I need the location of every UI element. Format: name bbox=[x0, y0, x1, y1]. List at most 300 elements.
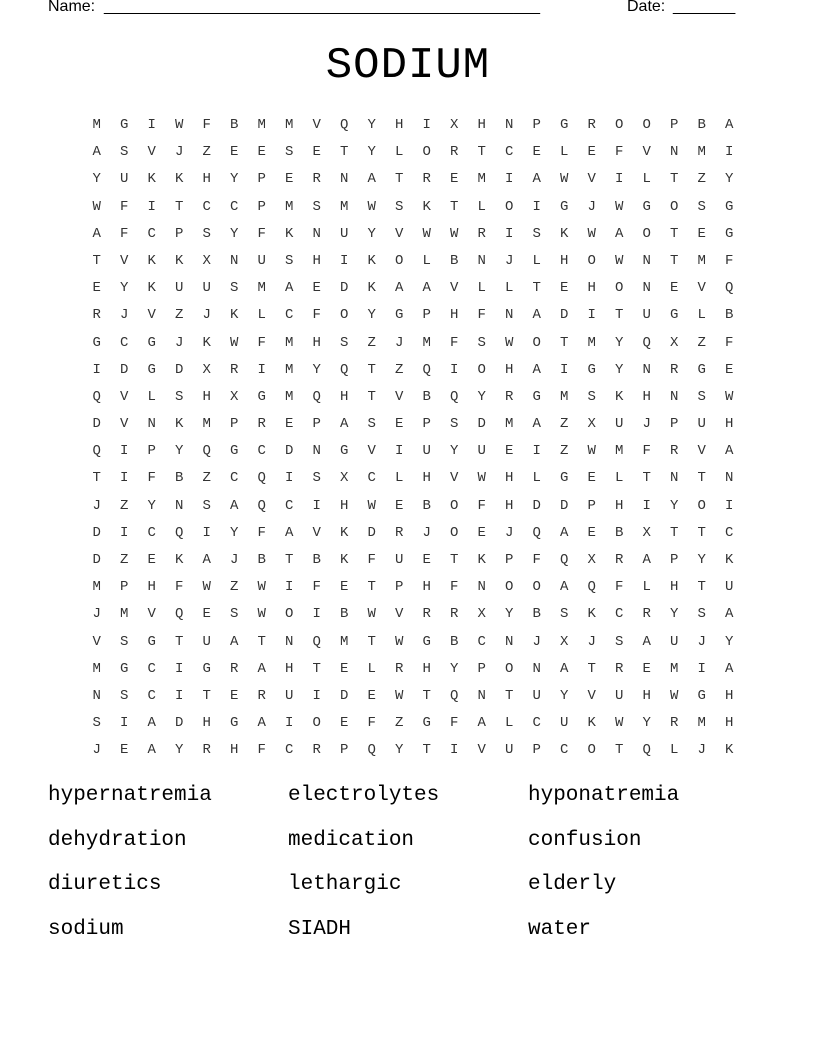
grid-letter[interactable]: E bbox=[477, 524, 486, 541]
grid-letter[interactable]: Y bbox=[642, 715, 651, 732]
grid-letter[interactable]: G bbox=[230, 715, 239, 732]
grid-letter[interactable]: C bbox=[147, 660, 156, 677]
grid-letter[interactable]: K bbox=[587, 715, 596, 732]
grid-letter[interactable]: U bbox=[615, 416, 624, 433]
grid-letter[interactable]: J bbox=[175, 334, 184, 351]
grid-letter[interactable]: S bbox=[175, 388, 184, 405]
grid-letter[interactable]: A bbox=[230, 633, 239, 650]
grid-letter[interactable]: T bbox=[367, 579, 376, 596]
grid-letter[interactable]: R bbox=[312, 742, 321, 759]
grid-letter[interactable]: I bbox=[532, 443, 541, 460]
grid-letter[interactable]: B bbox=[450, 633, 459, 650]
grid-letter[interactable]: F bbox=[120, 198, 129, 215]
grid-letter[interactable]: L bbox=[477, 280, 486, 297]
grid-letter[interactable]: B bbox=[312, 552, 321, 568]
grid-letter[interactable]: H bbox=[340, 497, 349, 514]
grid-letter[interactable]: T bbox=[670, 524, 679, 541]
grid-letter[interactable]: E bbox=[147, 552, 156, 568]
grid-letter[interactable]: T bbox=[92, 470, 101, 487]
grid-letter[interactable]: F bbox=[367, 715, 376, 732]
grid-letter[interactable]: G bbox=[92, 334, 101, 351]
grid-letter[interactable]: S bbox=[202, 497, 211, 514]
grid-letter[interactable]: E bbox=[395, 497, 404, 514]
grid-letter[interactable]: U bbox=[340, 225, 349, 242]
grid-letter[interactable]: D bbox=[560, 497, 569, 514]
grid-letter[interactable]: R bbox=[92, 307, 101, 324]
grid-letter[interactable]: U bbox=[257, 252, 266, 269]
grid-letter[interactable]: W bbox=[395, 633, 404, 650]
grid-letter[interactable]: M bbox=[422, 334, 431, 351]
grid-letter[interactable]: L bbox=[505, 280, 514, 297]
grid-letter[interactable]: F bbox=[147, 470, 156, 487]
grid-letter[interactable]: Z bbox=[202, 144, 211, 161]
grid-letter[interactable]: S bbox=[697, 606, 706, 623]
grid-letter[interactable]: I bbox=[725, 497, 734, 514]
grid-letter[interactable]: O bbox=[587, 742, 596, 759]
grid-letter[interactable]: U bbox=[642, 307, 651, 324]
grid-letter[interactable]: T bbox=[450, 198, 459, 215]
grid-letter[interactable]: K bbox=[367, 280, 376, 297]
grid-letter[interactable]: I bbox=[505, 225, 514, 242]
grid-letter[interactable]: L bbox=[670, 742, 679, 759]
grid-letter[interactable]: R bbox=[202, 742, 211, 759]
grid-letter[interactable]: U bbox=[670, 633, 679, 650]
grid-letter[interactable]: Q bbox=[642, 334, 651, 351]
grid-letter[interactable]: F bbox=[257, 524, 266, 541]
grid-letter[interactable]: V bbox=[367, 443, 376, 460]
grid-letter[interactable]: E bbox=[395, 416, 404, 433]
grid-letter[interactable]: T bbox=[560, 334, 569, 351]
grid-letter[interactable]: I bbox=[120, 524, 129, 541]
grid-letter[interactable]: Y bbox=[367, 117, 376, 133]
grid-letter[interactable]: J bbox=[587, 198, 596, 215]
grid-letter[interactable]: F bbox=[312, 579, 321, 596]
grid-letter[interactable]: N bbox=[92, 687, 101, 704]
grid-letter[interactable]: S bbox=[92, 715, 101, 732]
grid-letter[interactable]: S bbox=[120, 633, 129, 650]
grid-letter[interactable]: P bbox=[477, 660, 486, 677]
grid-letter[interactable]: N bbox=[505, 117, 514, 133]
grid-letter[interactable]: U bbox=[285, 687, 294, 704]
grid-letter[interactable]: A bbox=[257, 660, 266, 677]
grid-letter[interactable]: S bbox=[697, 388, 706, 405]
grid-letter[interactable]: O bbox=[395, 252, 404, 269]
grid-letter[interactable]: I bbox=[312, 606, 321, 623]
grid-letter[interactable]: F bbox=[615, 144, 624, 161]
grid-letter[interactable]: S bbox=[367, 416, 376, 433]
grid-letter[interactable]: M bbox=[285, 198, 294, 215]
grid-letter[interactable]: S bbox=[120, 144, 129, 161]
grid-letter[interactable]: O bbox=[312, 715, 321, 732]
grid-letter[interactable]: F bbox=[477, 497, 486, 514]
grid-letter[interactable]: T bbox=[367, 633, 376, 650]
grid-letter[interactable]: N bbox=[725, 470, 734, 487]
grid-letter[interactable]: Q bbox=[92, 388, 101, 405]
grid-letter[interactable]: G bbox=[587, 361, 596, 378]
grid-letter[interactable]: J bbox=[92, 497, 101, 514]
grid-letter[interactable]: L bbox=[147, 388, 156, 405]
grid-letter[interactable]: G bbox=[725, 198, 734, 215]
grid-letter[interactable]: M bbox=[670, 660, 679, 677]
grid-letter[interactable]: I bbox=[532, 198, 541, 215]
grid-letter[interactable]: Y bbox=[395, 742, 404, 759]
grid-letter[interactable]: C bbox=[477, 633, 486, 650]
grid-letter[interactable]: F bbox=[120, 225, 129, 242]
grid-letter[interactable]: X bbox=[560, 633, 569, 650]
grid-letter[interactable]: H bbox=[615, 497, 624, 514]
grid-letter[interactable]: C bbox=[560, 742, 569, 759]
grid-letter[interactable]: W bbox=[175, 117, 184, 133]
grid-letter[interactable]: I bbox=[147, 198, 156, 215]
grid-letter[interactable]: A bbox=[422, 280, 431, 297]
grid-letter[interactable]: A bbox=[560, 524, 569, 541]
grid-letter[interactable]: J bbox=[505, 524, 514, 541]
grid-letter[interactable]: F bbox=[257, 225, 266, 242]
grid-letter[interactable]: R bbox=[230, 660, 239, 677]
grid-letter[interactable]: Y bbox=[312, 361, 321, 378]
grid-letter[interactable]: N bbox=[477, 252, 486, 269]
grid-letter[interactable]: O bbox=[505, 198, 514, 215]
grid-letter[interactable]: B bbox=[230, 117, 239, 133]
grid-letter[interactable]: G bbox=[147, 633, 156, 650]
grid-letter[interactable]: F bbox=[615, 579, 624, 596]
grid-letter[interactable]: G bbox=[120, 117, 129, 133]
grid-letter[interactable]: S bbox=[395, 198, 404, 215]
grid-letter[interactable]: V bbox=[395, 388, 404, 405]
grid-letter[interactable]: I bbox=[642, 497, 651, 514]
grid-letter[interactable]: T bbox=[202, 687, 211, 704]
grid-letter[interactable]: M bbox=[477, 171, 486, 188]
grid-letter[interactable]: G bbox=[395, 307, 404, 324]
grid-letter[interactable]: L bbox=[257, 307, 266, 324]
grid-letter[interactable]: W bbox=[230, 334, 239, 351]
grid-letter[interactable]: E bbox=[120, 742, 129, 759]
grid-letter[interactable]: A bbox=[725, 606, 734, 623]
grid-letter[interactable]: E bbox=[450, 171, 459, 188]
grid-letter[interactable]: H bbox=[477, 117, 486, 133]
grid-letter[interactable]: R bbox=[257, 416, 266, 433]
date-field[interactable]: _______ bbox=[673, 0, 736, 15]
grid-letter[interactable]: Y bbox=[450, 443, 459, 460]
grid-letter[interactable]: Z bbox=[697, 171, 706, 188]
grid-letter[interactable]: H bbox=[642, 388, 651, 405]
grid-letter[interactable]: T bbox=[175, 633, 184, 650]
grid-letter[interactable]: O bbox=[505, 579, 514, 596]
grid-letter[interactable]: E bbox=[312, 280, 321, 297]
grid-letter[interactable]: I bbox=[285, 579, 294, 596]
grid-letter[interactable]: N bbox=[477, 579, 486, 596]
grid-letter[interactable]: Q bbox=[532, 524, 541, 541]
grid-letter[interactable]: K bbox=[147, 252, 156, 269]
grid-letter[interactable]: M bbox=[92, 660, 101, 677]
grid-letter[interactable]: P bbox=[532, 742, 541, 759]
grid-letter[interactable]: Q bbox=[92, 443, 101, 460]
grid-letter[interactable]: Q bbox=[560, 552, 569, 568]
grid-letter[interactable]: D bbox=[92, 552, 101, 568]
grid-letter[interactable]: F bbox=[725, 334, 734, 351]
grid-letter[interactable]: L bbox=[477, 198, 486, 215]
grid-letter[interactable]: T bbox=[615, 742, 624, 759]
grid-letter[interactable]: C bbox=[147, 687, 156, 704]
grid-letter[interactable]: T bbox=[340, 144, 349, 161]
grid-letter[interactable]: M bbox=[285, 361, 294, 378]
grid-letter[interactable]: F bbox=[477, 307, 486, 324]
grid-letter[interactable]: E bbox=[532, 144, 541, 161]
grid-letter[interactable]: U bbox=[175, 280, 184, 297]
grid-letter[interactable]: K bbox=[175, 416, 184, 433]
grid-letter[interactable]: P bbox=[340, 742, 349, 759]
grid-letter[interactable]: C bbox=[505, 144, 514, 161]
grid-letter[interactable]: Q bbox=[175, 524, 184, 541]
grid-letter[interactable]: O bbox=[450, 524, 459, 541]
grid-letter[interactable]: C bbox=[615, 606, 624, 623]
grid-letter[interactable]: G bbox=[202, 660, 211, 677]
grid-letter[interactable]: I bbox=[422, 117, 431, 133]
grid-letter[interactable]: D bbox=[120, 361, 129, 378]
grid-letter[interactable]: Q bbox=[340, 117, 349, 133]
grid-letter[interactable]: H bbox=[395, 117, 404, 133]
grid-letter[interactable]: G bbox=[560, 470, 569, 487]
grid-letter[interactable]: V bbox=[147, 307, 156, 324]
grid-letter[interactable]: A bbox=[147, 715, 156, 732]
grid-letter[interactable]: X bbox=[202, 361, 211, 378]
grid-letter[interactable]: A bbox=[285, 280, 294, 297]
grid-letter[interactable]: M bbox=[505, 416, 514, 433]
grid-letter[interactable]: R bbox=[670, 715, 679, 732]
grid-letter[interactable]: A bbox=[92, 144, 101, 161]
grid-letter[interactable]: I bbox=[175, 687, 184, 704]
grid-letter[interactable]: X bbox=[477, 606, 486, 623]
grid-letter[interactable]: N bbox=[642, 280, 651, 297]
grid-letter[interactable]: D bbox=[340, 280, 349, 297]
grid-letter[interactable]: T bbox=[697, 470, 706, 487]
grid-letter[interactable]: S bbox=[312, 470, 321, 487]
grid-letter[interactable]: A bbox=[560, 660, 569, 677]
grid-letter[interactable]: P bbox=[505, 552, 514, 568]
name-field[interactable]: _________________________________________________ bbox=[104, 0, 541, 15]
grid-letter[interactable]: V bbox=[312, 117, 321, 133]
grid-letter[interactable]: K bbox=[175, 252, 184, 269]
grid-letter[interactable]: J bbox=[587, 633, 596, 650]
grid-letter[interactable]: N bbox=[505, 633, 514, 650]
grid-letter[interactable]: F bbox=[202, 117, 211, 133]
grid-letter[interactable]: C bbox=[257, 443, 266, 460]
grid-letter[interactable]: J bbox=[642, 416, 651, 433]
grid-letter[interactable]: Y bbox=[175, 443, 184, 460]
grid-letter[interactable]: C bbox=[202, 198, 211, 215]
grid-letter[interactable]: K bbox=[230, 307, 239, 324]
grid-letter[interactable]: E bbox=[340, 715, 349, 732]
grid-letter[interactable]: G bbox=[147, 361, 156, 378]
grid-letter[interactable]: A bbox=[257, 715, 266, 732]
grid-letter[interactable]: H bbox=[202, 171, 211, 188]
grid-letter[interactable]: J bbox=[697, 633, 706, 650]
grid-letter[interactable]: S bbox=[202, 225, 211, 242]
grid-letter[interactable]: G bbox=[230, 443, 239, 460]
grid-letter[interactable]: Q bbox=[367, 742, 376, 759]
grid-letter[interactable]: S bbox=[285, 252, 294, 269]
grid-letter[interactable]: A bbox=[367, 171, 376, 188]
grid-letter[interactable]: R bbox=[615, 660, 624, 677]
grid-letter[interactable]: L bbox=[532, 470, 541, 487]
grid-letter[interactable]: W bbox=[505, 334, 514, 351]
grid-letter[interactable]: F bbox=[312, 307, 321, 324]
grid-letter[interactable]: M bbox=[92, 117, 101, 133]
grid-letter[interactable]: O bbox=[340, 307, 349, 324]
grid-letter[interactable]: Z bbox=[175, 307, 184, 324]
grid-letter[interactable]: Q bbox=[340, 361, 349, 378]
grid-letter[interactable]: R bbox=[395, 660, 404, 677]
grid-letter[interactable]: E bbox=[285, 416, 294, 433]
grid-letter[interactable]: Q bbox=[257, 470, 266, 487]
grid-letter[interactable]: P bbox=[422, 307, 431, 324]
grid-letter[interactable]: S bbox=[450, 416, 459, 433]
grid-letter[interactable]: M bbox=[587, 334, 596, 351]
grid-letter[interactable]: D bbox=[175, 715, 184, 732]
grid-letter[interactable]: U bbox=[725, 579, 734, 596]
grid-letter[interactable]: Y bbox=[230, 225, 239, 242]
grid-letter[interactable]: K bbox=[725, 742, 734, 759]
grid-letter[interactable]: U bbox=[615, 687, 624, 704]
grid-letter[interactable]: W bbox=[725, 388, 734, 405]
grid-letter[interactable]: A bbox=[532, 361, 541, 378]
grid-letter[interactable]: Y bbox=[367, 144, 376, 161]
grid-letter[interactable]: W bbox=[587, 443, 596, 460]
grid-letter[interactable]: Y bbox=[367, 225, 376, 242]
grid-letter[interactable]: G bbox=[532, 388, 541, 405]
grid-letter[interactable]: V bbox=[587, 687, 596, 704]
grid-letter[interactable]: H bbox=[725, 687, 734, 704]
grid-letter[interactable]: H bbox=[312, 334, 321, 351]
grid-letter[interactable]: F bbox=[532, 552, 541, 568]
grid-letter[interactable]: V bbox=[120, 252, 129, 269]
grid-letter[interactable]: Y bbox=[505, 606, 514, 623]
grid-letter[interactable]: T bbox=[312, 660, 321, 677]
grid-letter[interactable]: E bbox=[367, 687, 376, 704]
grid-letter[interactable]: B bbox=[697, 117, 706, 133]
grid-letter[interactable]: I bbox=[587, 307, 596, 324]
grid-letter[interactable]: V bbox=[642, 144, 651, 161]
grid-letter[interactable]: H bbox=[642, 687, 651, 704]
grid-letter[interactable]: Z bbox=[120, 552, 129, 568]
grid-letter[interactable]: A bbox=[285, 524, 294, 541]
grid-letter[interactable]: U bbox=[697, 416, 706, 433]
grid-letter[interactable]: D bbox=[340, 687, 349, 704]
grid-letter[interactable]: S bbox=[230, 606, 239, 623]
grid-letter[interactable]: X bbox=[340, 470, 349, 487]
grid-letter[interactable]: Y bbox=[230, 171, 239, 188]
grid-letter[interactable]: A bbox=[340, 416, 349, 433]
grid-letter[interactable]: E bbox=[670, 280, 679, 297]
grid-letter[interactable]: G bbox=[560, 117, 569, 133]
grid-letter[interactable]: Y bbox=[697, 552, 706, 568]
grid-letter[interactable]: M bbox=[340, 633, 349, 650]
grid-letter[interactable]: K bbox=[422, 198, 431, 215]
grid-letter[interactable]: J bbox=[532, 633, 541, 650]
grid-letter[interactable]: J bbox=[92, 742, 101, 759]
grid-letter[interactable]: X bbox=[587, 552, 596, 568]
grid-letter[interactable]: M bbox=[615, 443, 624, 460]
grid-letter[interactable]: O bbox=[697, 497, 706, 514]
grid-letter[interactable]: R bbox=[615, 552, 624, 568]
grid-letter[interactable]: O bbox=[670, 198, 679, 215]
grid-letter[interactable]: B bbox=[422, 497, 431, 514]
grid-letter[interactable]: Q bbox=[422, 361, 431, 378]
grid-letter[interactable]: D bbox=[532, 497, 541, 514]
grid-letter[interactable]: V bbox=[147, 144, 156, 161]
grid-letter[interactable]: X bbox=[230, 388, 239, 405]
grid-letter[interactable]: G bbox=[147, 334, 156, 351]
grid-letter[interactable]: E bbox=[312, 144, 321, 161]
grid-letter[interactable]: E bbox=[505, 443, 514, 460]
grid-letter[interactable]: B bbox=[422, 388, 431, 405]
grid-letter[interactable]: Q bbox=[312, 633, 321, 650]
grid-letter[interactable]: I bbox=[697, 660, 706, 677]
grid-letter[interactable]: Y bbox=[725, 171, 734, 188]
grid-letter[interactable]: O bbox=[615, 117, 624, 133]
grid-letter[interactable]: T bbox=[697, 579, 706, 596]
grid-letter[interactable]: P bbox=[230, 416, 239, 433]
grid-letter[interactable]: H bbox=[202, 715, 211, 732]
grid-letter[interactable]: C bbox=[367, 470, 376, 487]
grid-letter[interactable]: E bbox=[92, 280, 101, 297]
grid-letter[interactable]: A bbox=[642, 552, 651, 568]
grid-letter[interactable]: G bbox=[697, 687, 706, 704]
grid-letter[interactable]: T bbox=[670, 171, 679, 188]
grid-letter[interactable]: X bbox=[670, 334, 679, 351]
grid-letter[interactable]: J bbox=[230, 552, 239, 568]
grid-letter[interactable]: F bbox=[642, 443, 651, 460]
grid-letter[interactable]: C bbox=[285, 742, 294, 759]
grid-letter[interactable]: V bbox=[395, 225, 404, 242]
grid-letter[interactable]: C bbox=[147, 524, 156, 541]
grid-letter[interactable]: G bbox=[422, 633, 431, 650]
grid-letter[interactable]: W bbox=[202, 579, 211, 596]
grid-letter[interactable]: Z bbox=[697, 334, 706, 351]
grid-letter[interactable]: U bbox=[120, 171, 129, 188]
grid-letter[interactable]: X bbox=[202, 252, 211, 269]
grid-letter[interactable]: T bbox=[367, 388, 376, 405]
grid-letter[interactable]: W bbox=[560, 171, 569, 188]
grid-letter[interactable]: M bbox=[340, 198, 349, 215]
grid-letter[interactable]: M bbox=[697, 144, 706, 161]
grid-letter[interactable]: Z bbox=[202, 470, 211, 487]
grid-letter[interactable]: S bbox=[477, 334, 486, 351]
grid-letter[interactable]: P bbox=[670, 552, 679, 568]
grid-letter[interactable]: C bbox=[285, 307, 294, 324]
grid-letter[interactable]: T bbox=[367, 361, 376, 378]
grid-letter[interactable]: T bbox=[257, 633, 266, 650]
grid-letter[interactable]: T bbox=[450, 552, 459, 568]
grid-letter[interactable]: H bbox=[450, 307, 459, 324]
grid-letter[interactable]: S bbox=[615, 633, 624, 650]
grid-letter[interactable]: W bbox=[615, 252, 624, 269]
grid-letter[interactable]: Y bbox=[230, 524, 239, 541]
grid-letter[interactable]: N bbox=[340, 171, 349, 188]
grid-letter[interactable]: Z bbox=[230, 579, 239, 596]
grid-letter[interactable]: B bbox=[725, 307, 734, 324]
grid-letter[interactable]: E bbox=[560, 280, 569, 297]
grid-letter[interactable]: Y bbox=[725, 633, 734, 650]
grid-letter[interactable]: K bbox=[147, 171, 156, 188]
grid-letter[interactable]: C bbox=[230, 470, 239, 487]
grid-letter[interactable]: I bbox=[120, 715, 129, 732]
grid-letter[interactable]: W bbox=[450, 225, 459, 242]
grid-letter[interactable]: U bbox=[532, 687, 541, 704]
grid-letter[interactable]: R bbox=[422, 606, 431, 623]
grid-letter[interactable]: Q bbox=[725, 280, 734, 297]
grid-letter[interactable]: S bbox=[532, 225, 541, 242]
